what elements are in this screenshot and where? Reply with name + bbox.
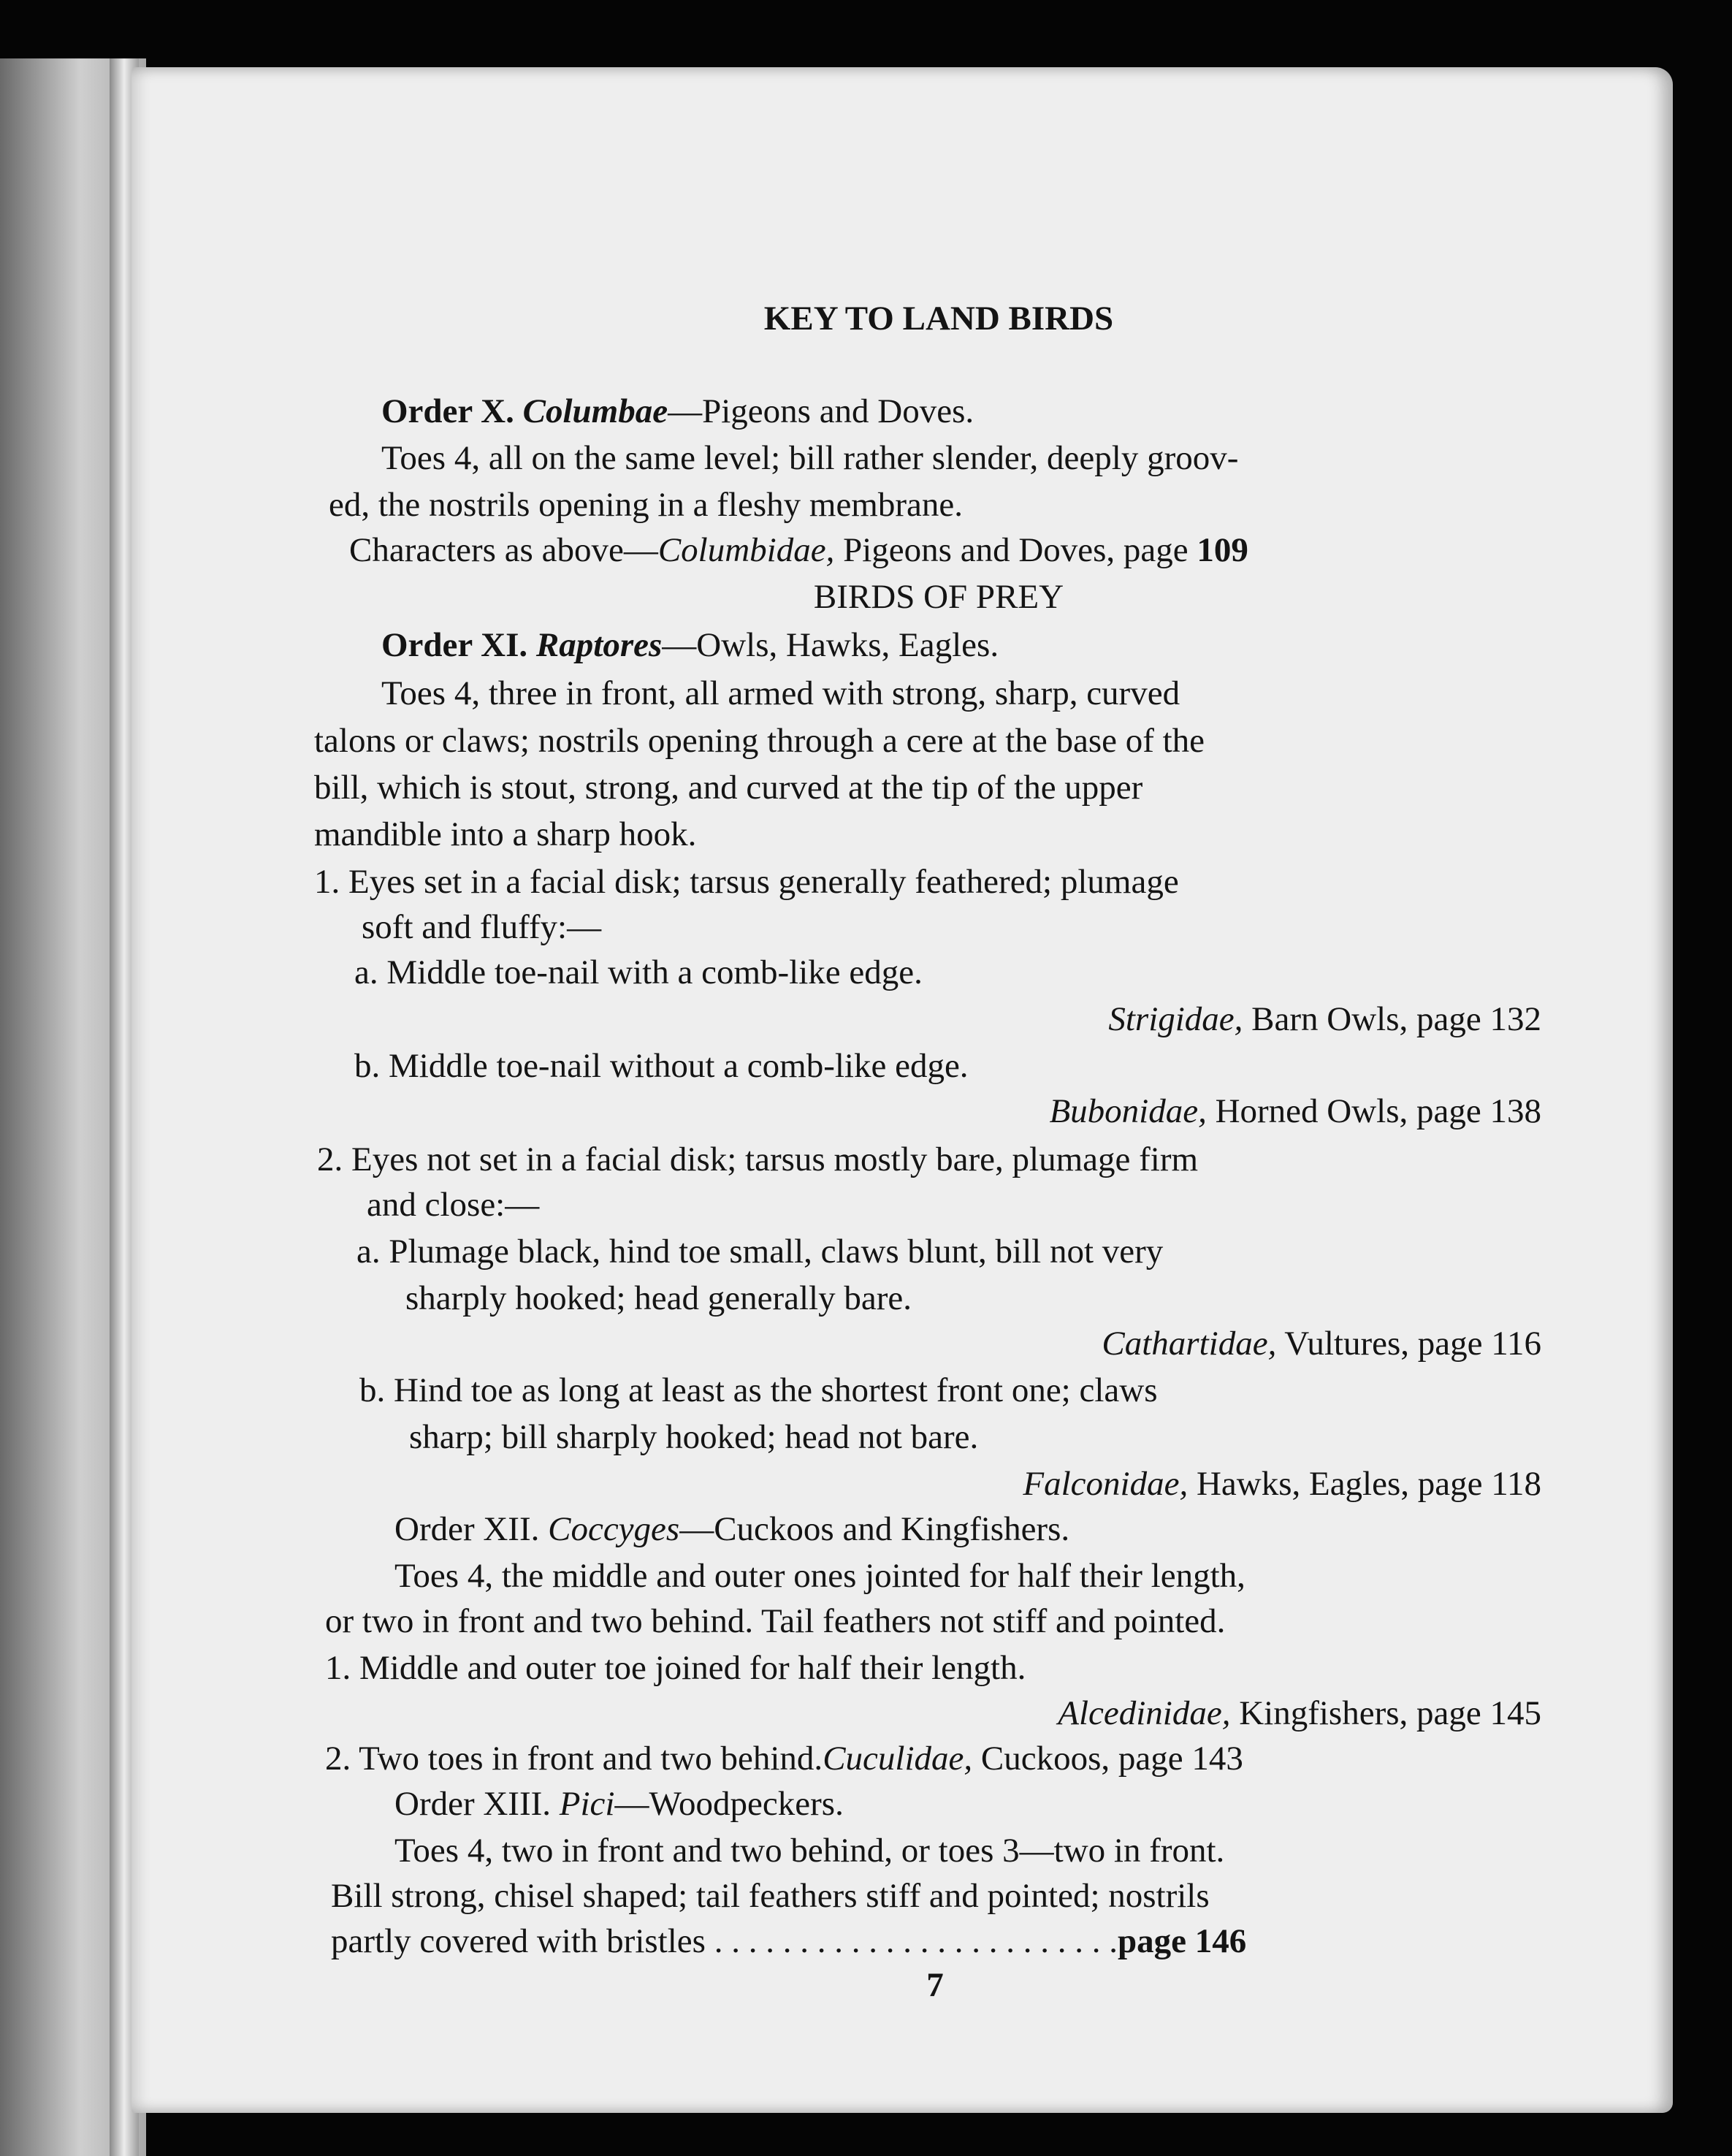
scan-border (1674, 66, 1732, 2126)
key-1a: a. Middle toe-nail with a comb-like edge. (354, 953, 923, 991)
page-content (175, 0, 1541, 2156)
order-xii-key-1-result: Alcedinidae, Kingfishers, page 145 (1058, 1694, 1541, 1732)
key-1-line-2: soft and fluffy:— (362, 908, 602, 946)
order-label: Order X. (381, 392, 514, 430)
key-1-line-1: 1. Eyes set in a facial disk; tarsus generally feathered; plumage (314, 863, 1179, 901)
order-xiii-text-2: Bill strong, chisel shaped; tail feathers stiff and pointed; nostrils (331, 1877, 1210, 1915)
order-xi-text-1: Toes 4, three in front, all armed with strong, sharp, curved (381, 674, 1180, 712)
order-xii-text-2: or two in front and two behind. Tail feathers not stiff and pointed. (325, 1602, 1226, 1640)
order-xiii-text-3: partly covered with bristles . . . . . . . . . . . . . . . . . . . . . . . .page 146 (331, 1922, 1247, 1960)
key-2-line-1: 2. Eyes not set in a facial disk; tarsus mostly bare, plumage firm (317, 1140, 1199, 1178)
order-name: Columbae (522, 392, 668, 430)
order-xiii-text-1: Toes 4, two in front and two behind, or toes 3—two in front. (394, 1832, 1225, 1870)
order-x-key: Characters as above—Columbidae, Pigeons and Doves, page 109 (349, 531, 1248, 569)
order-desc: —Pigeons and Doves. (668, 392, 974, 430)
key-1a-result: Strigidae, Barn Owls, page 132 (1108, 1000, 1541, 1038)
key-1b: b. Middle toe-nail without a comb-like edge. (354, 1047, 969, 1085)
order-xi-text-4: mandible into a sharp hook. (314, 815, 697, 853)
order-x-heading (381, 389, 974, 435)
section-heading: BIRDS OF PREY (813, 578, 1064, 616)
page-number: 7 (926, 1966, 944, 2004)
key-2a-result: Cathartidae, Vultures, page 116 (1102, 1325, 1541, 1363)
key-2b-line-2: sharp; bill sharply hooked; head not bare. (409, 1418, 979, 1456)
key-2b-result: Falconidae, Hawks, Eagles, page 118 (1023, 1465, 1541, 1503)
order-x-text-1: Toes 4, all on the same level; bill rather slender, deeply groov- (381, 439, 1239, 477)
order-xii-key-2: 2. Two toes in front and two behind.Cuculidae, Cuckoos, page 143 (325, 1740, 1243, 1778)
key-2a-line-2: sharply hooked; head generally bare. (405, 1279, 912, 1317)
order-xii-text-1: Toes 4, the middle and outer ones jointed for half their length, (394, 1557, 1245, 1595)
key-1b-result: Bubonidae, Horned Owls, page 138 (1049, 1092, 1541, 1130)
order-xiii-heading: Order XIII. Pici—Woodpeckers. (394, 1785, 844, 1823)
key-2b-line-1: b. Hind toe as long at least as the shortest front one; claws (359, 1371, 1158, 1409)
page-title: KEY TO LAND BIRDS (763, 300, 1114, 338)
order-x-text-2: ed, the nostrils opening in a fleshy membrane. (329, 486, 963, 524)
order-xi-text-2: talons or claws; nostrils opening through a cere at the base of the (314, 722, 1205, 760)
order-xii-key-1: 1. Middle and outer toe joined for half their length. (325, 1649, 1026, 1687)
order-xi-heading: Order XI. Raptores—Owls, Hawks, Eagles. (381, 626, 999, 664)
key-2a-line-1: a. Plumage black, hind toe small, claws blunt, bill not very (356, 1233, 1164, 1271)
order-xii-heading: Order XII. Coccyges—Cuckoos and Kingfishers. (394, 1510, 1070, 1548)
key-2-line-2: and close:— (367, 1186, 540, 1224)
order-xi-text-3: bill, which is stout, strong, and curved at the tip of the upper (314, 769, 1143, 807)
family-name: Columbidae, (657, 531, 835, 569)
